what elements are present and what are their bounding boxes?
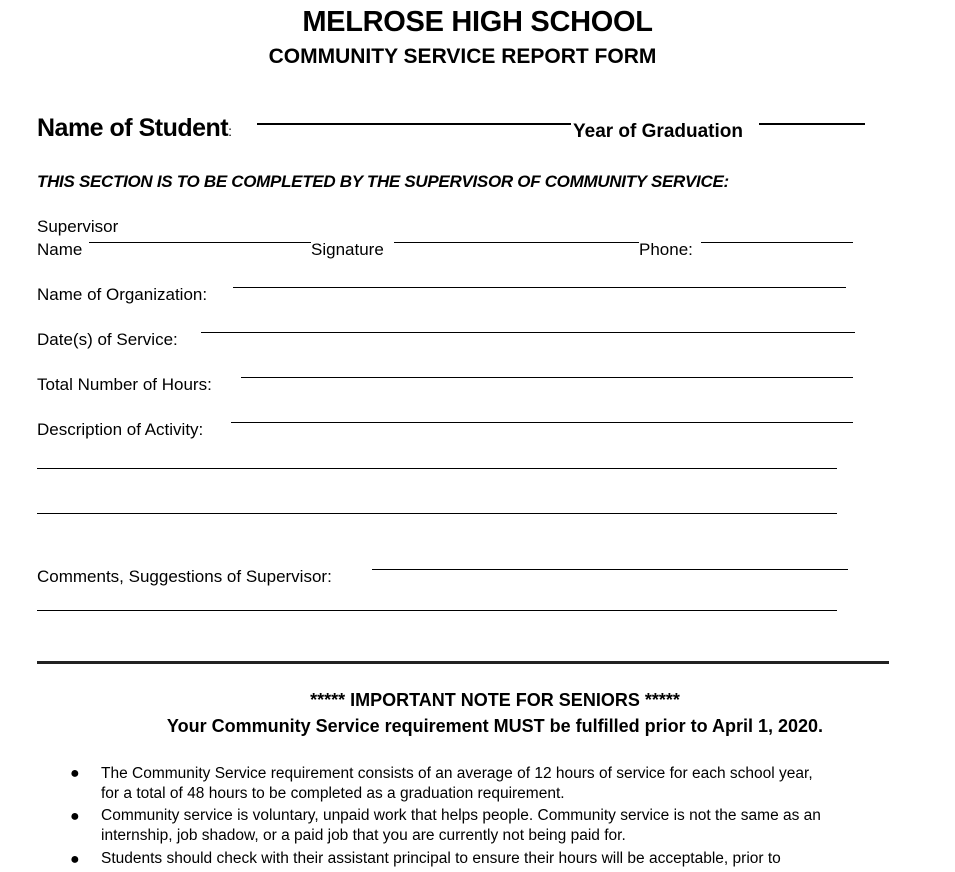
deadline-note: Your Community Service requirement MUST be fulfilled prior to April 1, 2020.	[166, 716, 824, 736]
supervisor-name-label: Name	[37, 240, 83, 259]
bullet-icon: ●	[70, 765, 80, 782]
organization-label: Name of Organization:	[37, 285, 208, 304]
bullet-text-line: Students should check with their assistant principal to ensure their hours will be acceptable, prior to	[101, 850, 781, 867]
student-name-label-text: Name of Student	[37, 114, 229, 142]
supervisor-label: Supervisor	[37, 217, 119, 236]
dates-of-service-label: Date(s) of Service:	[37, 330, 178, 349]
bullet-icon: ●	[70, 808, 80, 825]
dates-of-service-field[interactable]	[201, 332, 855, 333]
description-label: Description of Activity:	[37, 420, 204, 439]
graduation-year-field[interactable]	[759, 123, 865, 125]
total-hours-field[interactable]	[241, 377, 853, 378]
supervisor-section-heading: THIS SECTION IS TO BE COMPLETED BY THE SUPERVISOR OF COMMUNITY SERVICE:	[37, 172, 729, 191]
comments-label: Comments, Suggestions of Supervisor:	[37, 567, 332, 586]
phone-field[interactable]	[701, 242, 853, 243]
bullet-text-line: internship, job shadow, or a paid job that you are currently not being paid for.	[101, 827, 626, 844]
bullet-icon: ●	[70, 851, 80, 868]
signature-field[interactable]	[394, 242, 639, 243]
school-name: MELROSE HIGH SCHOOL	[302, 6, 653, 38]
supervisor-name-field[interactable]	[89, 242, 311, 243]
organization-field[interactable]	[233, 287, 846, 288]
bullet-item	[101, 849, 781, 869]
graduation-year-label: Year of Graduation	[573, 121, 743, 142]
student-name-field[interactable]	[257, 123, 571, 125]
section-divider	[37, 661, 889, 664]
comments-field-line-2[interactable]	[37, 610, 837, 611]
bullet-text-line: Community service is voluntary, unpaid work that helps people. Community service is not the same as an	[101, 807, 821, 824]
signature-label: Signature	[311, 240, 384, 259]
description-field[interactable]	[231, 422, 853, 423]
phone-label: Phone:	[639, 240, 693, 259]
bullet-item	[101, 764, 813, 804]
bullet-text-line: for a total of 48 hours to be completed as a graduation requirement.	[101, 785, 565, 802]
total-hours-label: Total Number of Hours:	[37, 375, 212, 394]
description-field-line-3[interactable]	[37, 513, 837, 514]
comments-field[interactable]	[372, 569, 848, 570]
form-title: COMMUNITY SERVICE REPORT FORM	[268, 45, 657, 68]
student-name-label	[37, 114, 232, 143]
description-field-line-2[interactable]	[37, 468, 837, 469]
important-note-title: ***** IMPORTANT NOTE FOR SENIORS *****	[310, 690, 680, 710]
bullet-item	[101, 806, 821, 846]
bullet-text-line: The Community Service requirement consists of an average of 12 hours of service for each school year,	[101, 765, 813, 782]
student-name-colon: :	[228, 123, 232, 139]
